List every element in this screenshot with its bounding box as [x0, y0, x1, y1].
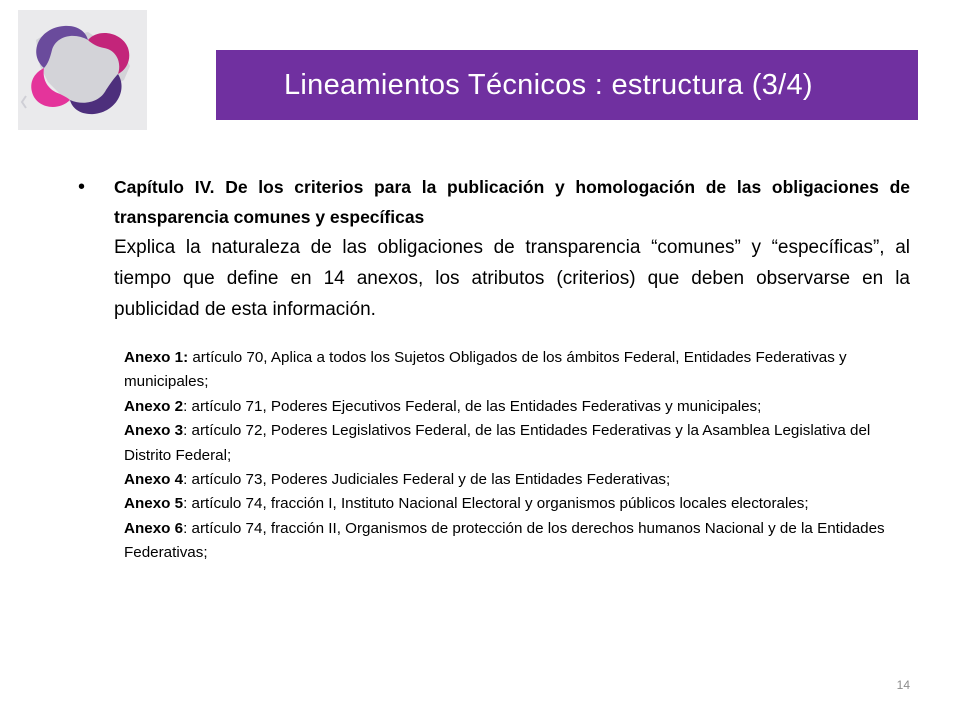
annex-label: Anexo 4	[124, 471, 184, 489]
annex-text: : artículo 72, Poderes Legislativos Federal, de las Entidades Federativas y la Asamblea Legislativa del Distrito Federal;	[124, 422, 871, 464]
chapter-bullet	[78, 172, 910, 325]
bullet-icon: •	[78, 176, 86, 198]
title-bar	[216, 50, 918, 120]
annex-text: artículo 70, Aplica a todos los Sujetos Obligados de los ámbitos Federal, Entidades Federativas y municipales;	[124, 349, 847, 391]
annex-text: : artículo 74, fracción I, Instituto Nacional Electoral y organismos públicos locales electorales;	[183, 495, 809, 513]
chapter-heading: Capítulo IV. De los criterios para la publicación y homologación de las obligaciones de transparencia comunes y específicas	[114, 177, 910, 227]
chapter-description: Explica la naturaleza de las obligaciones de transparencia “comunes” y “específicas”, al tiempo que define en 14 anexos, los atributos (criterios) que deben observarse en la publicidad de esta información.	[114, 237, 910, 320]
annex-text: : artículo 71, Poderes Ejecutivos Federal, de las Entidades Federativas y municipales;	[183, 397, 762, 415]
annex-item	[124, 492, 920, 516]
annex-item	[124, 346, 920, 395]
annex-item	[124, 395, 920, 419]
annex-item	[124, 468, 920, 492]
annex-item	[124, 517, 920, 566]
annex-text: : artículo 74, fracción II, Organismos de protección de los derechos humanos Nacional y de la Entidades Federativas;	[124, 519, 885, 562]
annex-item	[124, 419, 920, 468]
page-number: 14	[896, 678, 910, 692]
annex-label: Anexo 2	[124, 397, 184, 415]
annex-list	[124, 346, 920, 566]
institutional-logo-icon	[18, 10, 147, 130]
annex-text: : artículo 73, Poderes Judiciales Federal y de las Entidades Federativas;	[183, 471, 671, 489]
annex-label: Anexo 6	[124, 519, 184, 537]
annex-label: Anexo 5	[124, 495, 184, 513]
annex-label: Anexo 3	[124, 422, 184, 440]
annex-label: Anexo 1:	[124, 349, 189, 366]
slide-title: Lineamientos Técnicos : estructura (3/4)	[284, 68, 813, 101]
